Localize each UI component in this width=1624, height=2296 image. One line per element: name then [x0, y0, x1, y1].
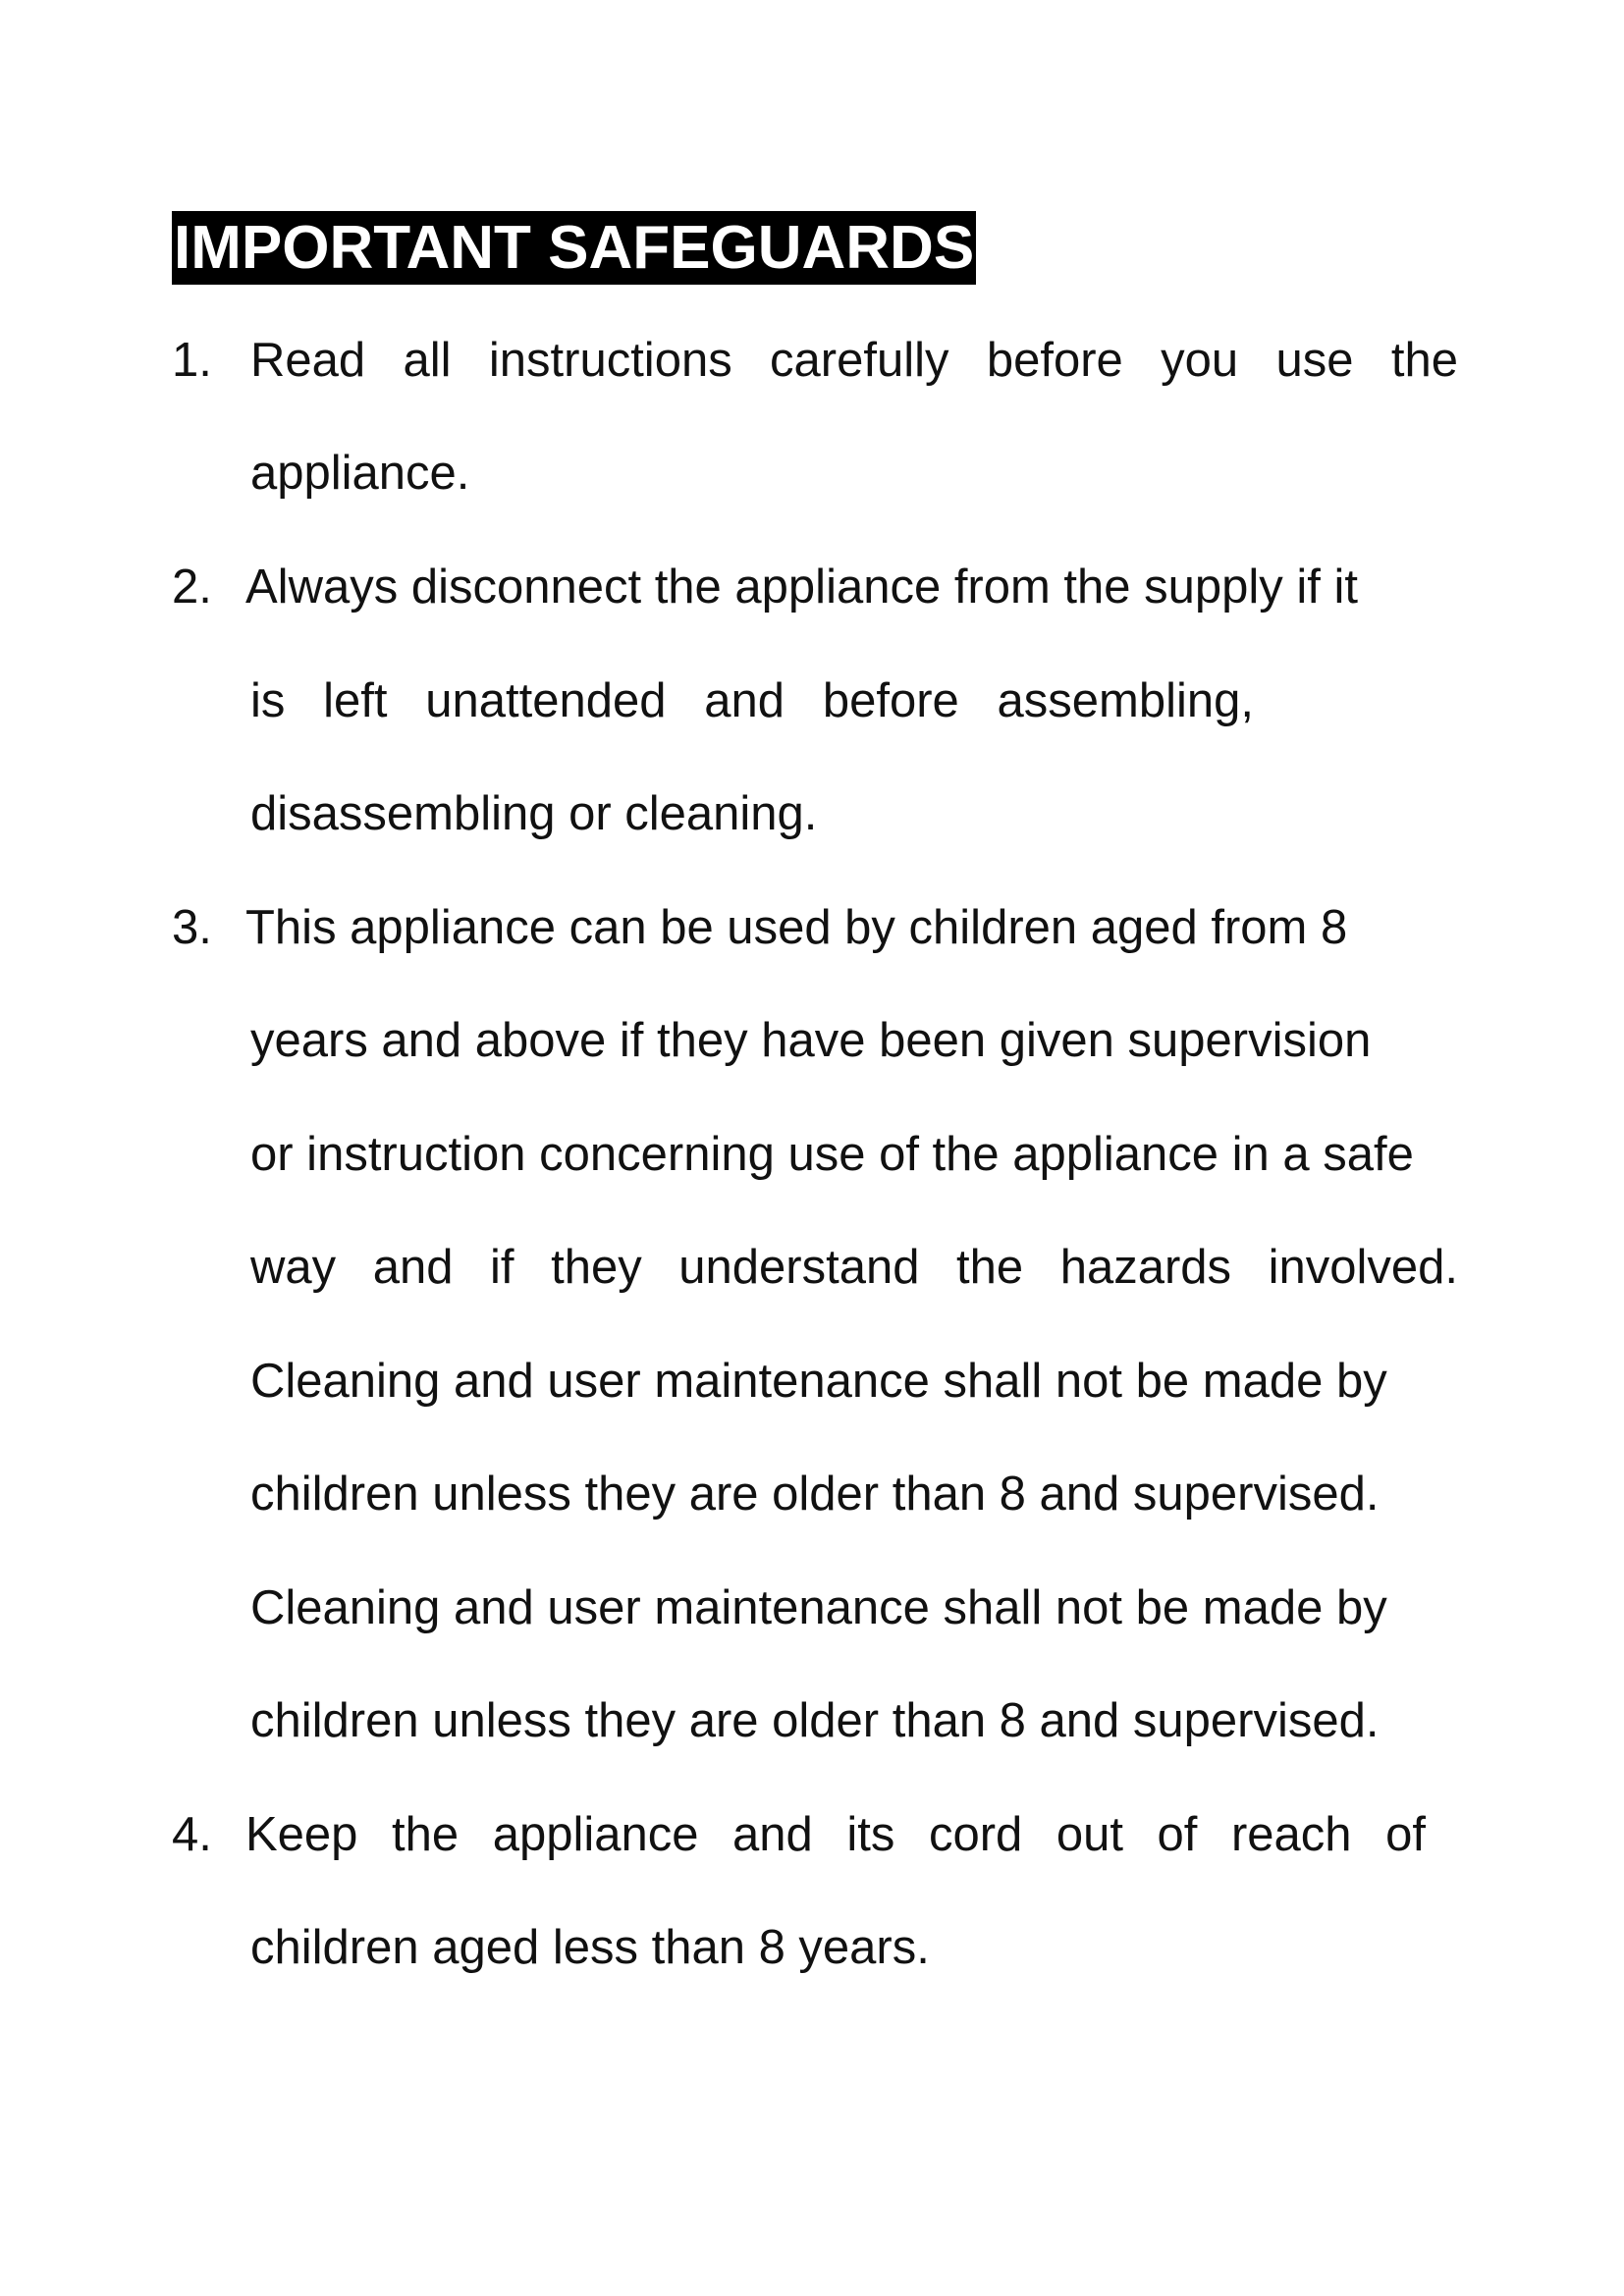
item-line: or instruction concerning use of the appliance in a safe	[250, 1128, 1414, 1181]
page-heading: IMPORTANT SAFEGUARDS	[172, 211, 976, 285]
item-line: Cleaning and user maintenance shall not be made by	[250, 1355, 1387, 1408]
item-number: 1.	[172, 334, 212, 387]
item-line: is left unattended and before assembling,	[250, 674, 1254, 727]
item-line: way and if they understand the hazards involved.	[250, 1241, 1458, 1294]
item-line: This appliance can be used by children aged from 8	[245, 901, 1348, 954]
item-number: 4.	[172, 1808, 212, 1861]
item-line: disassembling or cleaning.	[250, 787, 818, 840]
item-line: appliance.	[250, 447, 470, 500]
item-line: Always disconnect the appliance from the supply if it	[245, 561, 1359, 614]
item-line: years and above if they have been given supervision	[250, 1014, 1372, 1067]
item-line: children aged less than 8 years.	[250, 1921, 930, 1974]
item-line: Cleaning and user maintenance shall not be made by	[250, 1581, 1387, 1634]
item-line: children unless they are older than 8 and supervised.	[250, 1694, 1380, 1747]
item-number: 2.	[172, 561, 212, 614]
item-number: 3.	[172, 901, 212, 954]
item-line: children unless they are older than 8 and supervised.	[250, 1468, 1380, 1521]
item-line: Keep the appliance and its cord out of reach of	[245, 1808, 1426, 1861]
item-line: Read all instructions carefully before you use the	[250, 334, 1458, 387]
